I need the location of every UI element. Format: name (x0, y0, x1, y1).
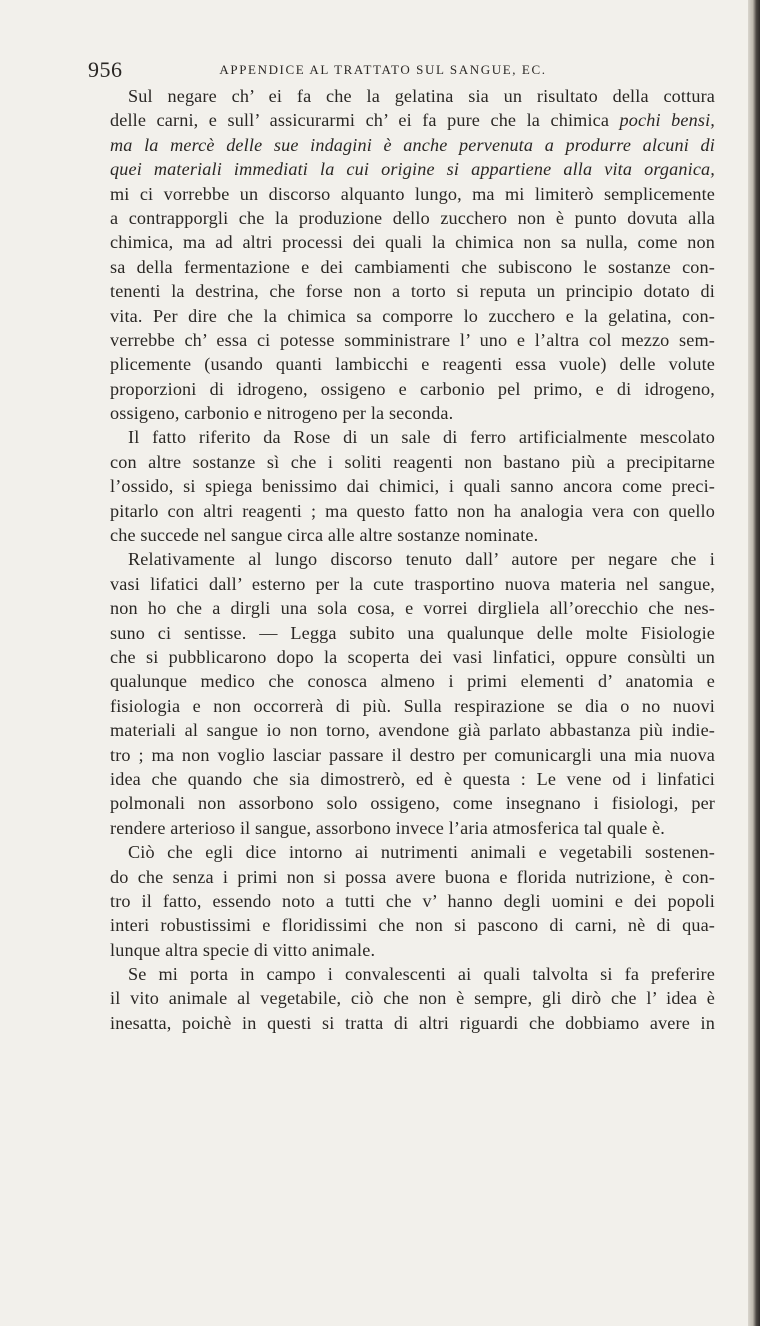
line-text: Ciò che egli dice intorno ai nutrimenti animali e vegetabili sostenen- (128, 842, 715, 863)
line-text: qualunque medico che conosca almeno i primi elementi d’ anatomia e (110, 671, 715, 692)
text-line (110, 865, 715, 889)
text-line (110, 718, 715, 742)
line-text: non ho che a dirgli una sola cosa, e vorrei dirgliela all’orecchio che nes- (110, 598, 715, 619)
line-text: suno ci sentisse. — Legga subito una qualunque delle molte Fisiologie (110, 622, 715, 643)
text-line (110, 401, 715, 425)
text-line (110, 450, 715, 474)
line-text: do che senza i primi non si possa avere buona e florida nutrizione, è con- (110, 866, 715, 887)
text-line (110, 206, 715, 230)
line-text: che succede nel sangue circa alle altre sostanze nominate. (110, 525, 539, 546)
text-line (110, 669, 715, 693)
line-text: il vito animale al vegetabile, ciò che non è sempre, gli dirò che l’ idea è (110, 988, 715, 1009)
text-line (110, 913, 715, 937)
text-line (110, 279, 715, 303)
page-binding-edge (748, 0, 760, 1326)
line-text: plicemente (usando quanti lambicchi e reagenti essa vuole) delle volute (110, 354, 715, 375)
line-text: vasi lifatici dall’ esterno per la cute trasportino nuova materia nel sangue, (110, 573, 715, 594)
line-text: Sul negare ch’ ei fa che la gelatina sia un risultato della cottura (128, 86, 715, 106)
page-number: 956 (88, 57, 123, 82)
text-line (110, 621, 715, 645)
line-text: ossigeno, carbonio e nitrogeno per la seconda. (110, 403, 454, 424)
text-line (110, 182, 715, 206)
line-text: inesatta, poichè in questi si tratta di altri riguardi che dobbiamo avere in (110, 1012, 715, 1033)
text-line (110, 255, 715, 279)
text-line (110, 328, 715, 352)
line-text: l’ossido, si spiega benissimo dai chimici, i quali sanno ancora come preci- (110, 476, 715, 497)
line-text: chimica, ma ad altri processi dei quali la chimica non sa nulla, come non (110, 232, 715, 253)
line-text: mi ci vorrebbe un discorso alquanto lungo, ma mi limiterò semplicemente (110, 183, 715, 204)
line-text: vita. Per dire che la chimica sa comporre lo zucchero e la gelatina, con- (110, 305, 715, 326)
line-text: tro ; ma non voglio lasciar passare il destro per comunicargli una mia nuova (110, 744, 715, 765)
body-text (110, 84, 715, 1035)
text-line (110, 596, 715, 620)
text-line (110, 377, 715, 401)
text-line (110, 230, 715, 254)
running-title: APPENDICE AL TRATTATO SUL SANGUE, EC. (219, 62, 547, 77)
text-line (110, 547, 715, 571)
line-text: idea che quando che sia dimostrerò, ed è questa : Le vene od i linfatici (110, 768, 715, 789)
text-line (110, 986, 715, 1010)
line-text: pitarlo con altri reagenti ; ma questo fatto non ha analogia vera con quello (110, 500, 715, 521)
text-line (110, 889, 715, 913)
text-line (110, 474, 715, 498)
text-line (110, 499, 715, 523)
text-line (110, 572, 715, 596)
line-text: rendere arterioso il sangue, assorbono invece l’aria atmosferica tal quale è. (110, 817, 665, 838)
text-line (110, 133, 715, 157)
text-line (110, 767, 715, 791)
line-text: Relativamente al lungo discorso tenuto dall’ autore per negare che i (128, 549, 715, 570)
text-line (110, 938, 715, 962)
line-text: sa della fermentazione e dei cambiamenti che subiscono le sostanze con- (110, 256, 715, 277)
line-text: proporzioni di idrogeno, ossigeno e carbonio pel primo, e di idrogeno, (110, 378, 715, 399)
line-italic-text: pochi bensi, (619, 110, 715, 131)
line-text: fisiologia e non occorrerà di più. Sulla respirazione se dia o no nuovi (110, 695, 715, 716)
line-text: Il fatto riferito da Rose di un sale di ferro artificialmente mescolato (128, 427, 715, 448)
line-text: Se mi porta in campo i convalescenti ai quali talvolta si fa preferire (128, 964, 715, 985)
line-text: a contrapporgli che la produzione dello zucchero non è punto dovuta alla (110, 207, 715, 228)
line-text: lunque altra specie di vitto animale. (110, 939, 376, 960)
line-text: tenenti la destrina, che forse non a torto si reputa un principio dotato di (110, 281, 715, 302)
text-line (110, 523, 715, 547)
running-head (88, 58, 698, 82)
line-text: delle carni, e sull’ assicurarmi ch’ ei fa pure che la chimica (110, 110, 620, 131)
text-line (110, 840, 715, 864)
text-line (110, 84, 715, 108)
text-line (110, 694, 715, 718)
text-line (110, 791, 715, 815)
text-line (110, 1011, 715, 1035)
line-text: che si pubblicarono dopo la scoperta dei vasi linfatici, oppure consùlti un (110, 646, 715, 667)
text-line (110, 743, 715, 767)
line-text: interi robustissimi e floridissimi che non si pascono di carni, nè di qua- (110, 915, 715, 936)
text-line (110, 352, 715, 376)
text-line (110, 425, 715, 449)
line-text: con altre sostanze sì che i soliti reagenti non bastano più a precipitarne (110, 451, 715, 472)
text-line (110, 304, 715, 328)
line-italic-text: ma la mercè delle sue indagini è anche pervenuta a produrre alcuni di (110, 134, 715, 155)
line-text: tro il fatto, essendo noto a tutti che v’ hanno degli uomini e dei popoli (110, 890, 715, 911)
text-line (110, 645, 715, 669)
text-line (110, 962, 715, 986)
text-line (110, 816, 715, 840)
text-line (110, 108, 715, 132)
line-text: materiali al sangue io non torno, avendone già parlato abbastanza più indie- (110, 720, 715, 741)
text-line (110, 157, 715, 181)
line-text: verrebbe ch’ essa ci potesse somministrare l’ uno e l’altra col mezzo sem- (110, 329, 715, 350)
line-italic-text: quei materiali immediati la cui origine si appartiene alla vita organica, (110, 159, 715, 180)
line-text: polmonali non assorbono solo ossigeno, come insegnano i fisiologi, per (110, 793, 715, 814)
